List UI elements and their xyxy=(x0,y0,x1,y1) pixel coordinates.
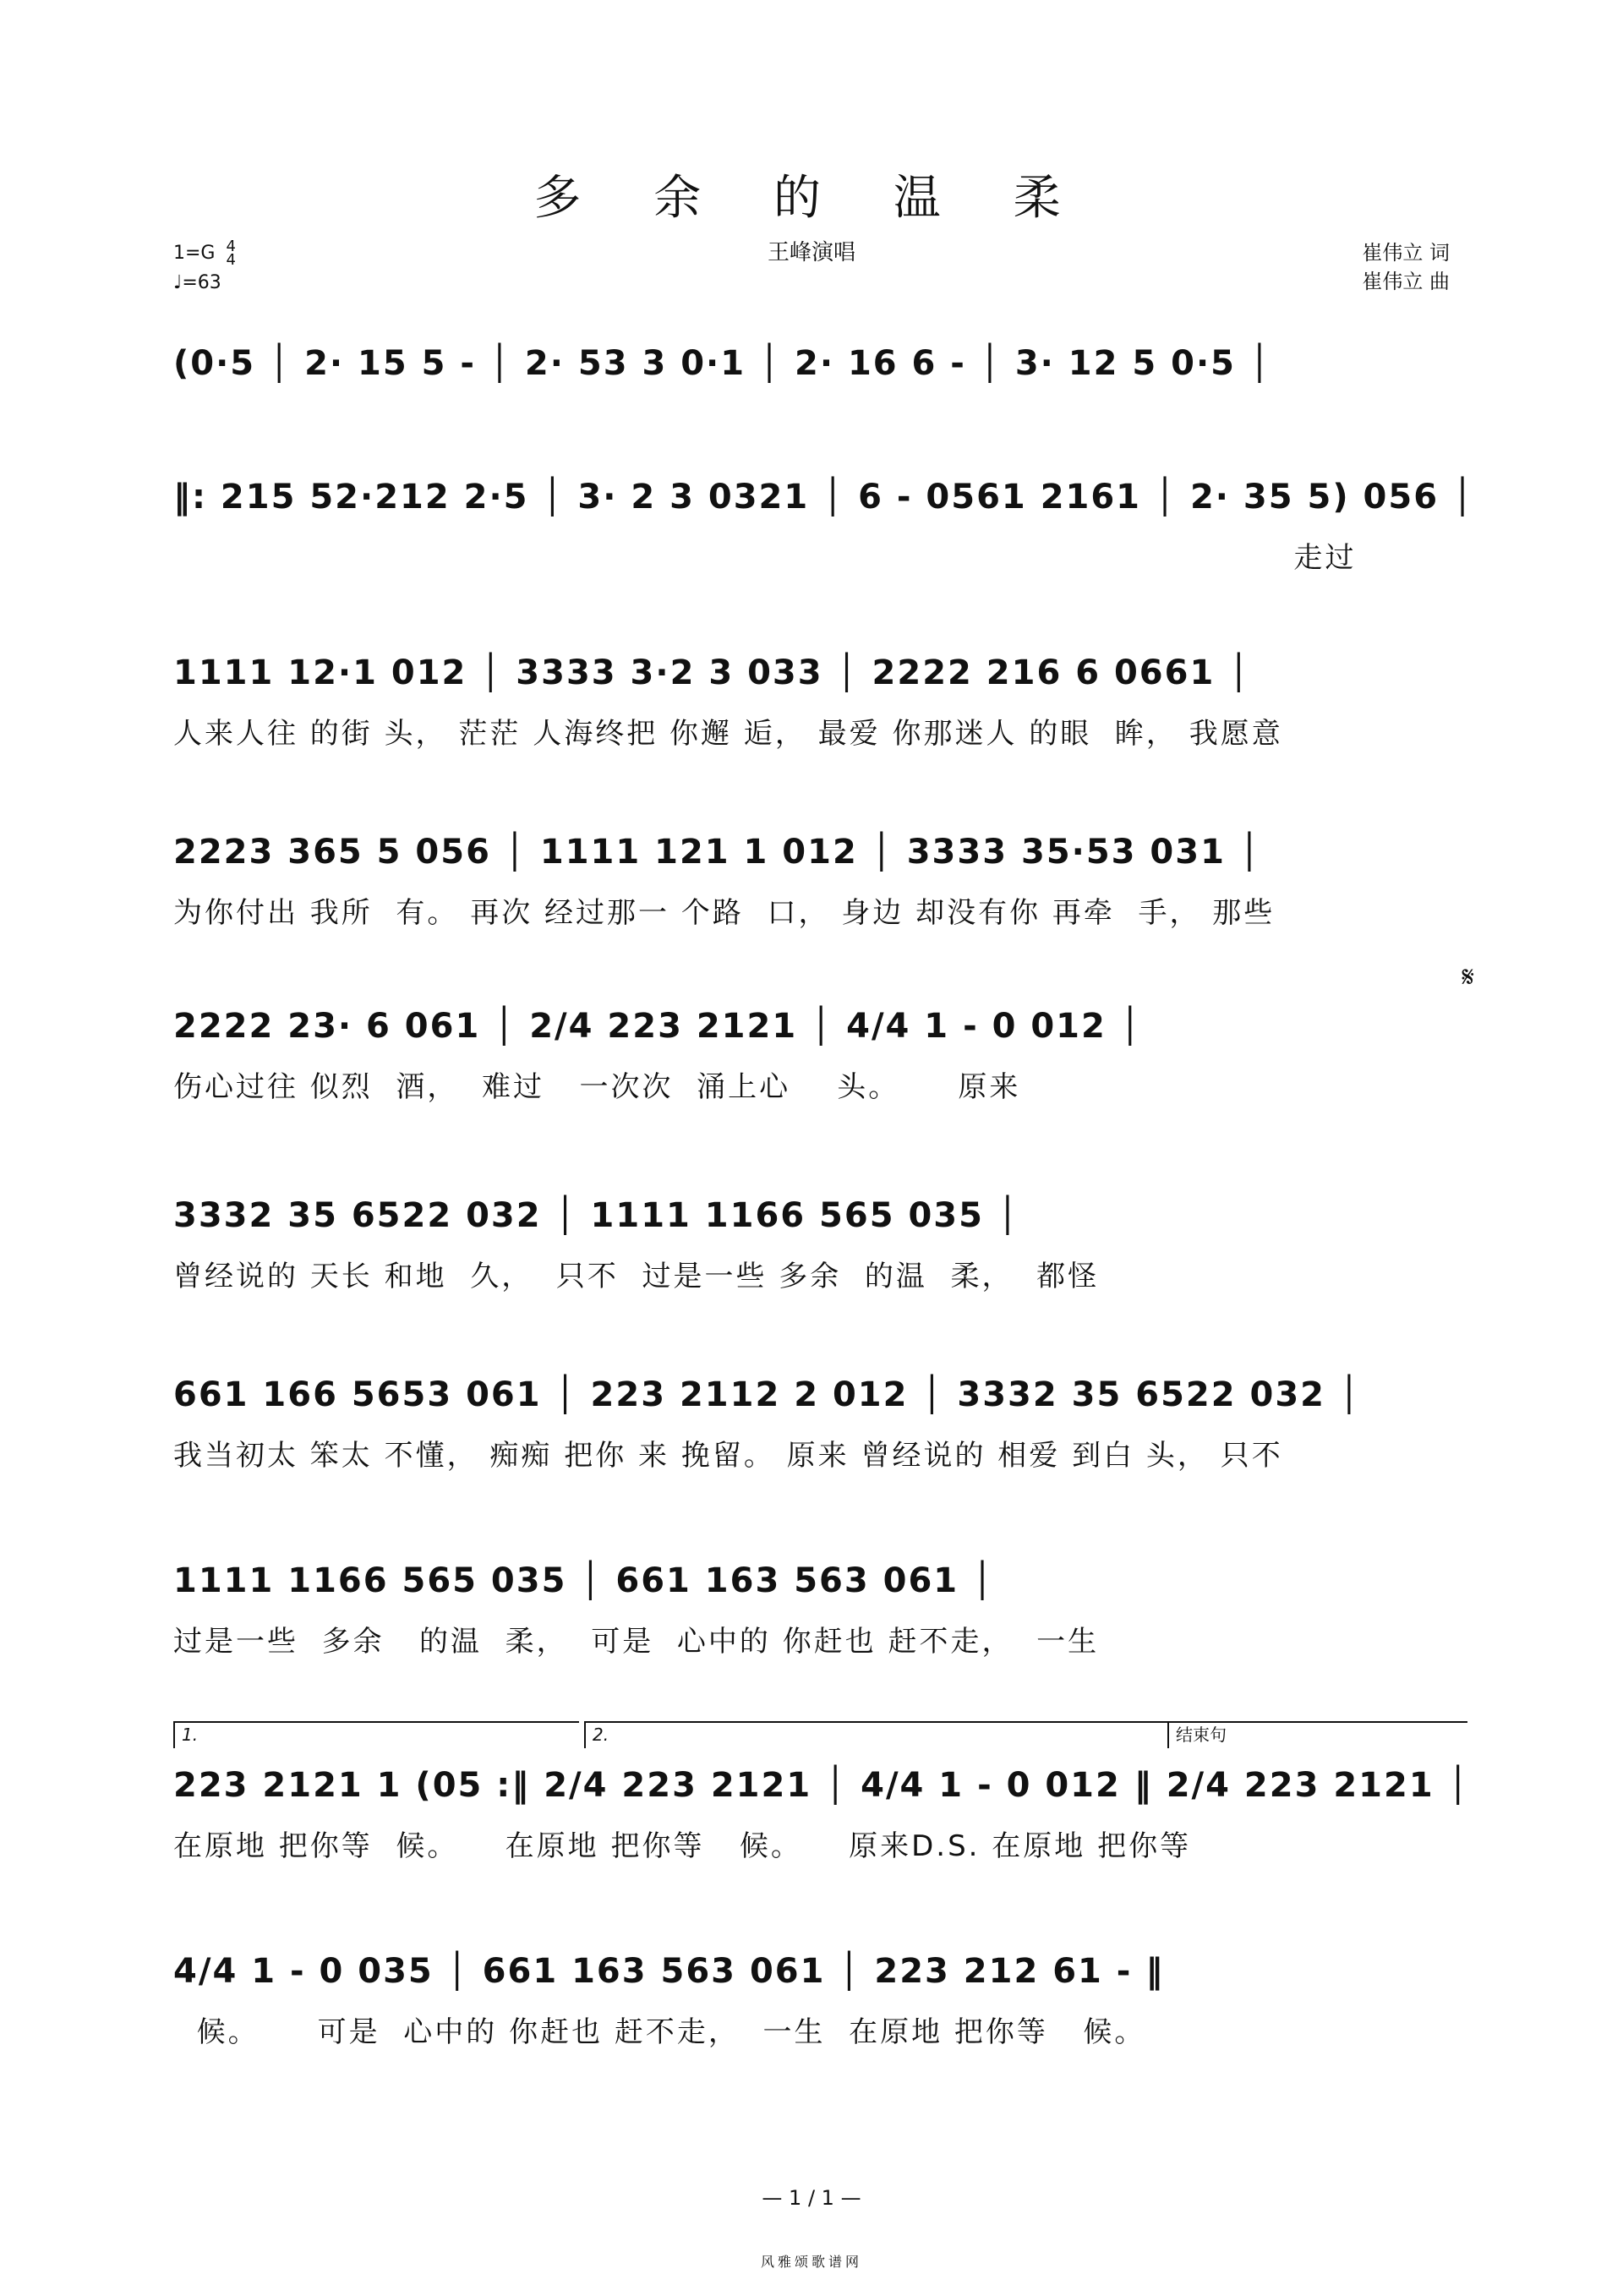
time-signature xyxy=(226,240,235,267)
notation-line: (0·5 │ 2· 15 5 - │ 2· 53 3 0·1 │ 2· 16 6 - │ 3· 12 5 0·5 │ xyxy=(173,344,1272,383)
song-title: 多 余 的 温 柔 xyxy=(533,171,1090,226)
lyric-line: 曾经说的 天长 和地 久， 只不 过是一些 多余 的温 柔， 都怪 xyxy=(173,1260,1100,1293)
time-top: 4 xyxy=(226,238,236,255)
singer-credit: 王峰演唱 xyxy=(767,240,855,265)
lyric-line: 我当初太 笨太 不懂， 痴痴 把你 来 挽留。 原来 曾经说的 相爱 到白 头， 只不 xyxy=(173,1439,1283,1473)
notation-line: 1111 1166 565 035 │ 661 163 563 061 │ xyxy=(173,1561,995,1600)
notation-line: 4/4 1 - 0 035 │ 661 163 563 061 │ 223 212 61 - ‖ xyxy=(173,1952,1165,1991)
notation-line: ‖: 215 52·212 2·5 │ 3· 2 3 0321 │ 6 - 0561 2161 │ 2· 35 5) 056 │ xyxy=(173,478,1475,517)
notation-line: 3332 35 6522 032 │ 1111 1166 565 035 │ xyxy=(173,1196,1019,1235)
composer-credit: 崔伟立 曲 xyxy=(1362,270,1450,293)
lyric-line: 在原地 把你等 候。 在原地 把你等 候。 原来D.S. 在原地 把你等 xyxy=(173,1829,1192,1863)
lyricist-credit: 崔伟立 词 xyxy=(1362,241,1450,265)
notation-line: 2223 365 5 056 │ 1111 121 1 012 │ 3333 35·53 031 │ xyxy=(173,833,1261,872)
notation-line: 2222 23· 6 061 │ 2/4 223 2121 │ 4/4 1 - 0 012 │ xyxy=(173,1007,1142,1046)
ending-phrase-bracket: 结束句 xyxy=(1167,1721,1467,1748)
tempo-marking: ♩=63 xyxy=(173,272,221,293)
time-bottom: 4 xyxy=(226,251,236,269)
first-ending-bracket: 1. xyxy=(173,1721,579,1748)
credits xyxy=(1362,238,1450,296)
site-watermark: 风雅颂歌谱网 xyxy=(760,2254,862,2270)
second-ending-bracket: 2. xyxy=(584,1721,1167,1748)
lyric-line: 为你付出 我所 有。 再次 经过那一 个路 口， 身边 却没有你 再牵 手， 那些 xyxy=(173,896,1276,930)
lyric-line: 走过 xyxy=(173,541,1357,575)
segno-sign: 𝄋 xyxy=(1462,960,1474,994)
key-signature xyxy=(173,240,236,267)
notation-line: 661 166 5653 061 │ 223 2112 2 012 │ 3332 35 6522 032 │ xyxy=(173,1375,1361,1414)
notation-line: 223 2121 1 (05 :‖ 2/4 223 2121 │ 4/4 1 - 0 012 ‖ 2/4 223 2121 │ xyxy=(173,1766,1470,1805)
page-number: — 1 / 1 — xyxy=(762,2186,861,2210)
key-label: 1=G xyxy=(173,243,216,264)
lyric-line: 候。 可是 心中的 你赶也 赶不走， 一生 在原地 把你等 候。 xyxy=(173,2015,1146,2049)
lyric-line: 过是一些 多余 的温 柔， 可是 心中的 你赶也 赶不走， 一生 xyxy=(173,1625,1100,1659)
lyric-line: 伤心过往 似烈 酒， 难过 一次次 涌上心 头。 原来 xyxy=(173,1070,1021,1104)
notation-line: 1111 12·1 012 │ 3333 3·2 3 033 │ 2222 216 6 0661 │ xyxy=(173,653,1251,692)
lyric-line: 人来人往 的街 头， 茫茫 人海终把 你邂 逅， 最爱 你那迷人 的眼 眸， 我愿意 xyxy=(173,717,1283,751)
